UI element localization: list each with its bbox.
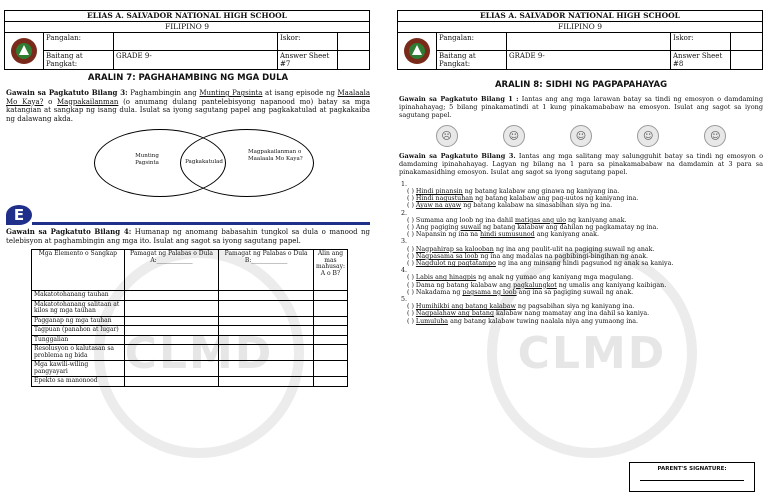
col-title-a: Pamagat ng Palabas o Dula A:____________	[124, 250, 219, 291]
table-row: Tagpuan (panahon at lugar)	[32, 326, 348, 336]
list-item[interactable]: ( ) Nakadama ng pagsama ng loob ang ina sa pagiging suwail ng anak.	[407, 288, 634, 296]
table-row: Makatotohanang salitaan at kilos ng mga tauhan	[32, 300, 348, 316]
grade-label: Baitang at Pangkat:	[437, 51, 507, 69]
group-number: 2.	[401, 209, 408, 217]
ranking-items	[399, 181, 763, 325]
list-item[interactable]: ( ) Humihikbi ang batang kalabaw ng pagsabihan siya ng kaniyang ina.	[407, 303, 635, 311]
crying-laughing-emoji-icon: ☹	[436, 125, 458, 147]
activity-1-instructions: Gawain sa Pagkatuto Bilang 1 : Iantas ang ang mga larawan batay sa tindi ng emosyon o damdaming ipinahahayag; 5 bilang pinakamatindi at 1 kung pinakamababaw na emosyon. Isulat ang sagot sa iyong sagutang papel.	[399, 95, 763, 119]
list-item[interactable]: ( ) Hindi pinansin ng batang kalabaw ang ginawa ng kaniyang ina.	[407, 187, 620, 195]
activity-3-instructions: Gawain sa Pagkatuto Bilang 3: Paghambingin ang Munting Pagsinta at isang episode ng Maalaala Mo Kaya? o Magpakailanman (o anumang dulang pantelebisyong napanood mo) batay sa mga katangian at sangkap ng isang dula. Isulat sa iyong sagutang papel ang pagkakatulad at pagkakaiba ng dalawang akda.	[6, 88, 371, 123]
lesson-title: ARALIN 8: SIDHI NG PAGPAPAHAYAG	[494, 80, 668, 90]
answer-sheet-8	[395, 10, 767, 498]
table-row: Mga kawili-wiling pangyayari	[32, 361, 348, 377]
venn-diagram	[2, 129, 374, 199]
table-row: Epekto sa manonood	[32, 377, 348, 387]
grade-field[interactable]: GRADE 9-	[114, 51, 278, 69]
school-logo-icon	[5, 33, 44, 69]
lesson-title: ARALIN 7: PAGHAHAMBING NG MGA DULA	[87, 73, 289, 83]
table-row: Pagganap ng mga tauhan	[32, 316, 348, 326]
list-item[interactable]: ( ) Hindi nagustuhan ng batang kalabaw ang pag-uutos ng kaniyang ina.	[407, 195, 639, 203]
answer-sheet-blank	[338, 51, 369, 69]
group-number: 3.	[401, 238, 408, 246]
score-field[interactable]	[338, 33, 369, 51]
signature-label: PARENT'S SIGNATURE:	[657, 466, 727, 472]
answer-sheet-7	[2, 10, 374, 498]
score-label: Iskor:	[671, 33, 731, 51]
subject-name: FILIPINO 9	[398, 22, 762, 33]
list-item[interactable]: ( ) Napansin ng ina na hindi sumusunod ang kaniyang anak.	[407, 231, 599, 239]
happy-emoji-icon: ☺	[704, 125, 726, 147]
activity-4-instructions: Gawain sa Pagkatuto Bilang 4: Humanap ng anomang babasahin tungkol sa dula o manood ng telebisyon at paghambingin ang mga ito. Isulat ang sagot sa iyong sagutang papel.	[6, 227, 370, 245]
laughing-emoji-icon: ☺	[570, 125, 592, 147]
list-item[interactable]: ( ) Ang pagiging suwail ng batang kalabaw ang dahilan ng pagkamatay ng ina.	[407, 224, 659, 231]
list-item[interactable]: ( ) Sumama ang loob ng ina dahil matigas ang ulo ng kaniyang anak.	[407, 216, 627, 224]
name-label: Pangalan:	[44, 33, 114, 51]
name-label: Pangalan:	[437, 33, 507, 51]
school-name: ELIAS A. SALVADOR NATIONAL HIGH SCHOOL	[398, 11, 762, 22]
section-e-badge: E	[6, 205, 32, 225]
list-item[interactable]: ( ) Dama ng batang kalabaw ang pagkalungkot ng umalis ang kaniyang kaibigan.	[407, 281, 667, 289]
list-item[interactable]: ( ) Nagpasama sa loob ng ina ang madalas na pagbibingi-bingihan ng anak.	[407, 252, 649, 260]
list-item[interactable]: ( ) Lumuluha ang batang kalabaw tuwing naalala niya ang yumaong ina.	[407, 317, 639, 325]
group-number: 5.	[401, 296, 408, 304]
list-item[interactable]: ( ) Nagpalahaw ang batang kalabaw nang mamatay ang ina dahil sa kaniya.	[407, 310, 650, 318]
activity-3-instructions: Gawain sa Pagkatuto Bilang 3. Iantas ang mga salitang may salungguhit batay sa tindi ng emosyon o damdaming ipinahahayag. Lagyan ng bilang na 1 para sa pinakamababaw na damdamin at 3 para sa pinakamasidhing emosyon. Isulat ang sagot sa iyong sagutang papel.	[399, 152, 763, 176]
sheet-header	[4, 10, 370, 70]
venn-middle-label: Pagkakatulad	[185, 159, 223, 165]
smiling-emoji-icon: ☺	[503, 125, 525, 147]
grade-label: Baitang at Pangkat:	[44, 51, 114, 69]
subject-name: FILIPINO 9	[5, 22, 369, 33]
signature-line	[640, 480, 744, 481]
score-label: Iskor:	[278, 33, 338, 51]
school-name: ELIAS A. SALVADOR NATIONAL HIGH SCHOOL	[5, 11, 369, 22]
emoji-row	[413, 125, 749, 147]
venn-right-label: Magpakailanman o Maalaala Mo Kaya?	[248, 149, 303, 162]
watermark-seal: CLMD	[487, 248, 697, 458]
watermark-seal: CLMD	[94, 248, 304, 458]
group-number: 1.	[401, 180, 408, 188]
table-row: Makatotohanang tauhan	[32, 291, 348, 301]
list-item[interactable]: ( ) Labis ang hinagpis ng anak ng yumao ang kaniyang mga magulang.	[407, 274, 634, 282]
parent-signature-box[interactable]	[629, 462, 755, 492]
answer-sheet-label: Answer Sheet #7	[278, 51, 338, 69]
list-item[interactable]: ( ) Nagdulot ng pagtatampo ng ina ang minsang hindi pagsunod ng anak sa kaniya.	[407, 260, 674, 268]
grade-field[interactable]: GRADE 9-	[507, 51, 671, 69]
venn-left-label: Munting Pagsinta	[135, 153, 159, 166]
list-item[interactable]: ( ) Nagpahirap sa kalooban ng ina ang paulit-ulit na pagiging suwail ng anak.	[407, 245, 655, 253]
score-field[interactable]	[731, 33, 762, 51]
name-field[interactable]	[114, 33, 278, 51]
grinning-emoji-icon: ☺	[637, 125, 659, 147]
answer-sheet-label: Answer Sheet #8	[671, 51, 731, 69]
table-row: Resolusyon o kalutasan sa problema ng bida	[32, 345, 348, 361]
list-item[interactable]: ( ) Ayaw na ayaw ng batang kalabaw na sinasabihan siya ng ina.	[407, 202, 613, 210]
table-row: Tunggalian	[32, 335, 348, 345]
col-elements: Mga Elemento o Sangkap	[32, 250, 125, 291]
sheet-header	[397, 10, 763, 70]
comparison-table	[31, 249, 348, 387]
group-number: 4.	[401, 267, 408, 275]
school-logo-icon	[398, 33, 437, 69]
section-divider	[32, 222, 370, 225]
col-better: Alin ang mas mahusay: A o B?	[313, 250, 347, 291]
col-title-b: Pamagat ng Palabas o Dula B:____________	[219, 250, 314, 291]
name-field[interactable]	[507, 33, 671, 51]
answer-sheet-blank	[731, 51, 762, 69]
